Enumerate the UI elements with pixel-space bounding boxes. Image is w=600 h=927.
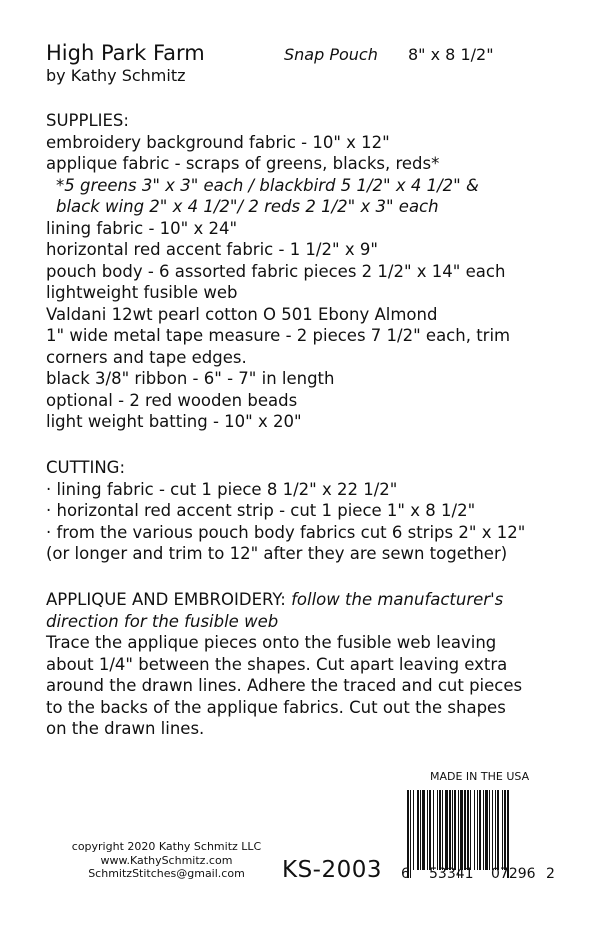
cutting-heading: CUTTING: [46, 458, 126, 477]
supply-note: *5 greens 3" x 3" each / blackbird 5 1/2" x 4 1/2" & [56, 175, 479, 195]
barcode-bar [485, 790, 488, 870]
pattern-title: High Park Farm [46, 41, 205, 65]
applique-heading-note: direction for the fusible web [46, 611, 279, 631]
barcode-bar [492, 790, 493, 870]
barcode-bar [474, 790, 475, 870]
barcode-bar [497, 790, 499, 870]
applique-line: on the drawn lines. [46, 719, 205, 738]
bullet: · [46, 479, 52, 499]
supply-line: horizontal red accent fabric - 1 1/2" x 9" [46, 240, 378, 259]
applique-line: about 1/4" between the shapes. Cut apart leaving extra [46, 654, 508, 674]
barcode-bar [427, 790, 428, 870]
barcode-bar [479, 790, 481, 870]
barcode-bar [445, 790, 448, 870]
supply-line: 1" wide metal tape measure - 2 pieces 7 1/2" each, trim [46, 326, 511, 345]
bullet: · [46, 522, 52, 542]
barcode-bar [467, 790, 469, 870]
barcode-bar [449, 790, 451, 870]
supply-line: optional - 2 red wooden beads [46, 390, 298, 410]
supply-line: lining fabric - 10" x 24" [46, 218, 238, 238]
bullet: · [46, 501, 52, 520]
designer-byline: by Kathy Schmitz [46, 66, 186, 85]
barcode-bar [410, 790, 411, 878]
barcode-bar [454, 790, 456, 870]
applique-line: around the drawn lines. Adhere the traced and cut pieces [46, 676, 523, 695]
barcode-bar [439, 790, 441, 870]
barcode-bar [422, 790, 425, 870]
supply-line: embroidery background fabric - 10" x 12" [46, 132, 390, 152]
finished-size: 8" x 8 1/2" [408, 45, 494, 64]
barcode-bar [420, 790, 421, 870]
barcode-bar [407, 790, 409, 878]
applique-line: to the backs of the applique fabrics. Cut out the shapes [46, 697, 506, 717]
barcode-digits-right: 07296 [491, 866, 536, 882]
applique-heading [46, 589, 522, 611]
barcode-bar [460, 790, 463, 870]
applique-heading-note: follow the manufacturer's [291, 590, 504, 609]
copyright: copyright 2020 Kathy Schmitz LLC [71, 840, 262, 853]
barcode-bar [489, 790, 490, 870]
supplies-section [46, 110, 510, 433]
supply-line: lightweight fusible web [46, 283, 238, 302]
barcode-bar [464, 790, 466, 870]
applique-line: Trace the applique pieces onto the fusible web leaving [46, 633, 497, 652]
barcode-bars [407, 790, 509, 878]
supply-line: corners and tape edges. [46, 347, 247, 367]
barcode-bar [504, 790, 506, 870]
barcode-bar [507, 790, 509, 878]
barcode-digit-first: 6 [401, 866, 410, 882]
barcode-bar [502, 790, 503, 870]
supply-line: light weight batting - 10" x 20" [46, 412, 302, 431]
footer-contact [64, 840, 269, 881]
barcode-bar [495, 790, 496, 870]
supply-line: Valdani 12wt pearl cotton O 501 Ebony Almond [46, 304, 438, 324]
barcode-digit-last: 2 [546, 866, 555, 882]
barcode-bar [470, 790, 471, 870]
barcode-bar [429, 790, 431, 870]
barcode-bar [433, 790, 434, 870]
barcode-bar [442, 790, 443, 870]
barcode-bar [483, 790, 484, 870]
supply-line: pouch body - 6 assorted fabric pieces 2 1/2" x 14" each [46, 261, 506, 281]
made-in-usa: MADE IN THE USA [430, 770, 530, 783]
email: SchmitzStitches@gmail.com [88, 867, 245, 880]
applique-section [46, 589, 522, 740]
cutting-text: lining fabric - cut 1 piece 8 1/2" x 22 1/2" [56, 479, 398, 499]
barcode-bar [452, 790, 453, 870]
cutting-line [46, 479, 525, 501]
cutting-section [46, 457, 525, 565]
barcode-bar [413, 790, 414, 870]
barcode-bar [458, 790, 459, 878]
website: www.KathySchmitz.com [100, 853, 233, 867]
barcode-bar [477, 790, 478, 870]
supply-line: black 3/8" ribbon - 6" - 7" in length [46, 369, 335, 388]
cutting-text: horizontal red accent strip - cut 1 piece 1" x 8 1/2" [56, 501, 476, 520]
barcode-bar [437, 790, 438, 870]
cutting-note: (or longer and trim to 12" after they are sewn together) [46, 544, 508, 563]
supply-note: black wing 2" x 4 1/2"/ 2 reds 2 1/2" x 3" each [56, 197, 439, 216]
pattern-name: Snap Pouch [284, 45, 378, 64]
sku-number: KS-2003 [282, 857, 383, 883]
cutting-line [46, 522, 525, 544]
barcode-bar [417, 790, 419, 870]
supply-line: applique fabric - scraps of greens, blacks, reds* [46, 154, 440, 173]
cutting-text: from the various pouch body fabrics cut 6 strips 2" x 12" [56, 522, 526, 542]
cutting-line [46, 500, 525, 522]
supplies-heading: SUPPLIES: [46, 111, 129, 130]
applique-heading-text: APPLIQUE AND EMBROIDERY: [46, 590, 286, 609]
barcode-digits-left: 53341 [429, 866, 474, 882]
